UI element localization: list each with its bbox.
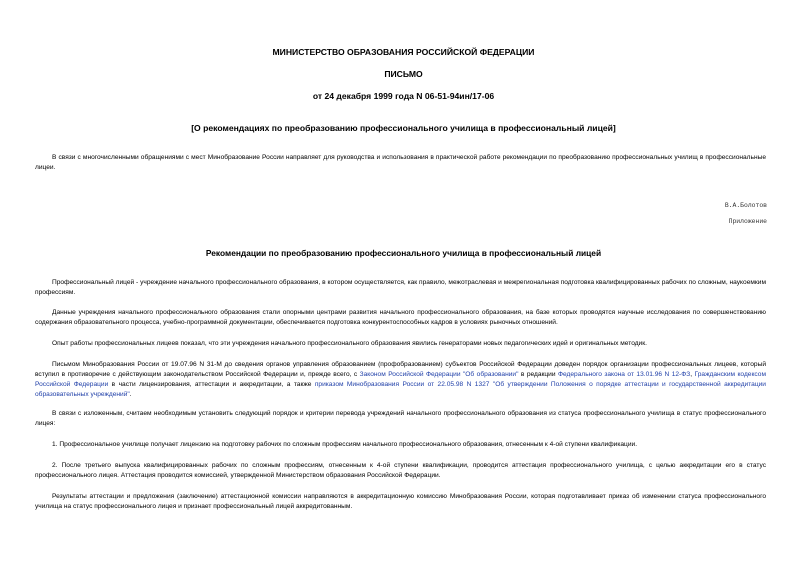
paragraph-1: Профессиональный лицей - учреждение начального профессионального образования, в котором осуществляется, как правило, межотраслевая и межрегиональная подготовка квалифицированных рабочих по сложным, наукоемким профессиям. — [35, 279, 766, 296]
document-type-heading: ПИСЬМО — [384, 69, 423, 79]
paragraph-4-text-5: . — [129, 391, 132, 398]
law-on-education-link[interactable]: Законом Российской Федерации "Об образовании" — [359, 371, 519, 378]
document-subject: [О рекомендациях по преобразованию профессионального училища в профессиональный лицей] — [191, 123, 616, 133]
paragraph-7: 2. После третьего выпуска квалифицированных рабочих по сложным профессиям, отнесенным к 4-ой ступени квалификации, проводится аттестация профессионального училища, с целью аккредитации его в статус профессионального лицея. Аттестация проводится комиссией, утвержденной Министерством образования Российской Федерации. — [35, 462, 766, 479]
paragraph-4 — [35, 360, 766, 400]
paragraph-4-text-1: Письмом Минобразования России от 19.07.96 N 31-М до сведения органов управления образованием (профобразованием) субъектов Российской Федерации доведен порядок организации профессиональных лицеев, который вступил в противоречие с действующим законодательством Российской Федерации и, прежде всего, с — [35, 361, 766, 378]
ministry-order-link[interactable]: приказом Минобразования России от 22.05.98 N 1327 "Об утверждении Положения о порядке аттестации и государственной аккредитации образовательных учреждений" — [35, 381, 766, 398]
intro-paragraph: В связи с многочисленными обращениями с мест Минобразование России направляет для руководства и использования в практической работе рекомендации по преобразованию профессиональных училищ в профессиональные лицеи. — [35, 154, 766, 171]
appendix-label: Приложение — [728, 218, 767, 225]
paragraph-5: В связи с изложенным, считаем необходимым установить следующий порядок и критерии перевода учреждений начального профессионального образования из статуса профессионального училища в статус профессионального лицея: — [35, 410, 766, 427]
signature: В.А.Болотов — [724, 202, 767, 209]
paragraph-6: 1. Профессиональное училище получает лицензию на подготовку рабочих по сложным профессиям начального профессионального образования, отнесенным к 4-ой ступени квалификации. — [52, 441, 638, 448]
paragraph-8: Результаты аттестации и предложения (заключение) аттестационной комиссии направляются в аккредитационную комиссию Минобразования России, которая подготавливает приказ об изменении статуса профессионального училища на статус профессионального лицея и признает профессиональный лицей аккредитованным. — [35, 493, 766, 510]
document-date-number: от 24 декабря 1999 года N 06-51-94ин/17-06 — [312, 91, 495, 101]
federal-law-link[interactable]: Федерального закона от 13.01.96 N 12-ФЗ — [558, 371, 691, 378]
paragraph-4-text-3: , — [690, 371, 695, 378]
civil-code-link[interactable]: Гражданским кодексом Российской Федерации — [35, 371, 767, 388]
ministry-heading: МИНИСТЕРСТВО ОБРАЗОВАНИЯ РОССИЙСКОЙ ФЕДЕРАЦИИ — [272, 47, 535, 57]
paragraph-3: Опыт работы профессиональных лицеев показал, что эти учреждения начального профессионального образования явились генераторами новых педагогических идей и оригинальных методик. — [52, 340, 647, 347]
paragraph-4-text-2: в редакции — [518, 371, 558, 378]
paragraph-2: Данные учреждения начального профессионального образования стали опорными центрами развития начального профессионального образования, на базе которых проводятся научные исследования по совершенствованию содержания образовательного процесса, учебно-программной документации, обеспечивается подготовка конкурентоспособных кадров в условиях рыночных отношений. — [35, 309, 766, 326]
recommendations-title: Рекомендации по преобразованию профессионального училища в профессиональный лицей — [205, 248, 602, 258]
paragraph-4-text-4: в части лицензирования, аттестации и аккредитации, а также — [108, 381, 315, 388]
